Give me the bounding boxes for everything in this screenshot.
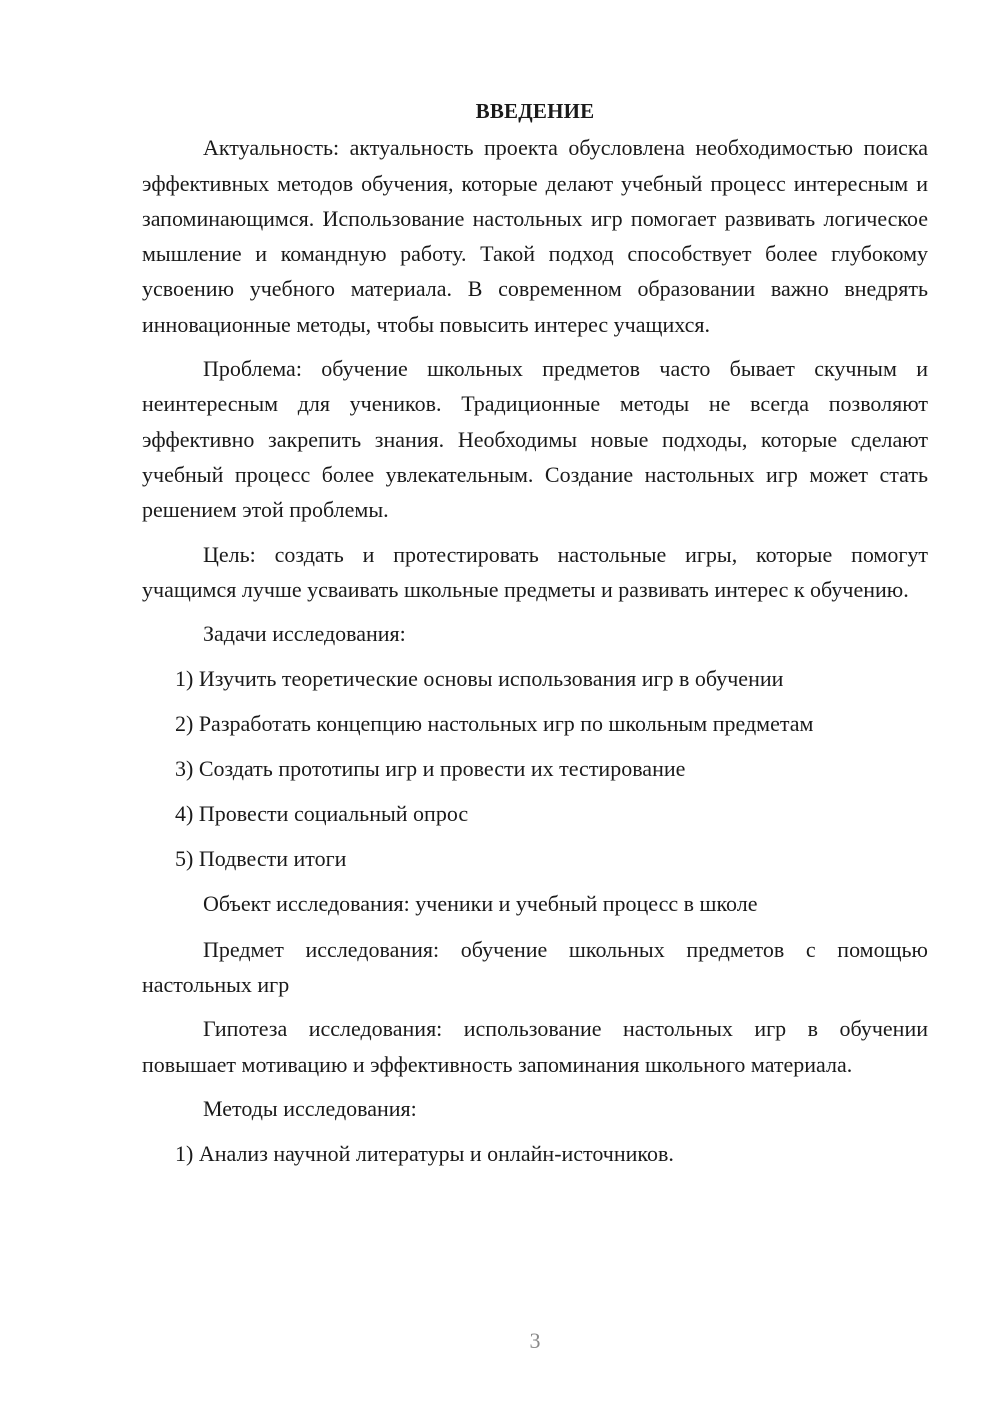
- object-paragraph: Объект исследования: ученики и учебный процесс в школе: [203, 891, 758, 917]
- section-title: ВВЕДЕНИЕ: [475, 99, 595, 123]
- task-item: 5) Подвести итоги: [175, 846, 347, 872]
- problem-paragraph: Проблема: обучение школьных предметов часто бывает скучным и неинтересным для учеников. Традиционные методы не всегда позволяют эффективно закрепить знания. Необходимы новые подходы, которые сделают учебный процесс более увлекательным. Создание настольных игр может стать решением этой проблемы.: [142, 356, 928, 523]
- task-item: 4) Провести социальный опрос: [175, 801, 469, 827]
- task-item: 2) Разработать концепцию настольных игр по школьным предметам: [175, 711, 814, 737]
- method-item: 1) Анализ научной литературы и онлайн-источников.: [175, 1141, 674, 1167]
- goal-paragraph: Цель: создать и протестировать настольные игры, которые помогут учащимся лучше усваивать школьные предметы и развивать интерес к обучению.: [142, 541, 928, 602]
- task-item: 3) Создать прототипы игр и провести их тестирование: [175, 756, 686, 782]
- page-number: 3: [529, 1328, 541, 1353]
- subject-paragraph: Предмет исследования: обучение школьных предметов с помощью настольных игр: [142, 936, 928, 997]
- tasks-heading: Задачи исследования:: [203, 621, 406, 647]
- hypothesis-paragraph: Гипотеза исследования: использование настольных игр в обучении повышает мотивацию и эффективность запоминания школьного материала.: [142, 1016, 928, 1077]
- task-item: 1) Изучить теоретические основы использования игр в обучении: [175, 666, 784, 692]
- document-page: [142, 94, 928, 1181]
- relevance-paragraph: Актуальность: актуальность проекта обусловлена необходимостью поиска эффективных методов обучения, которые делают учебный процесс интересным и запоминающимся. Использование настольных игр помогает развивать логическое мышление и командную работу. Такой подход способствует более глубокому усвоению учебного материала. В современном образовании важно внедрять инновационные методы, чтобы повысить интерес учащихся.: [142, 135, 928, 337]
- methods-heading: Методы исследования:: [203, 1095, 417, 1121]
